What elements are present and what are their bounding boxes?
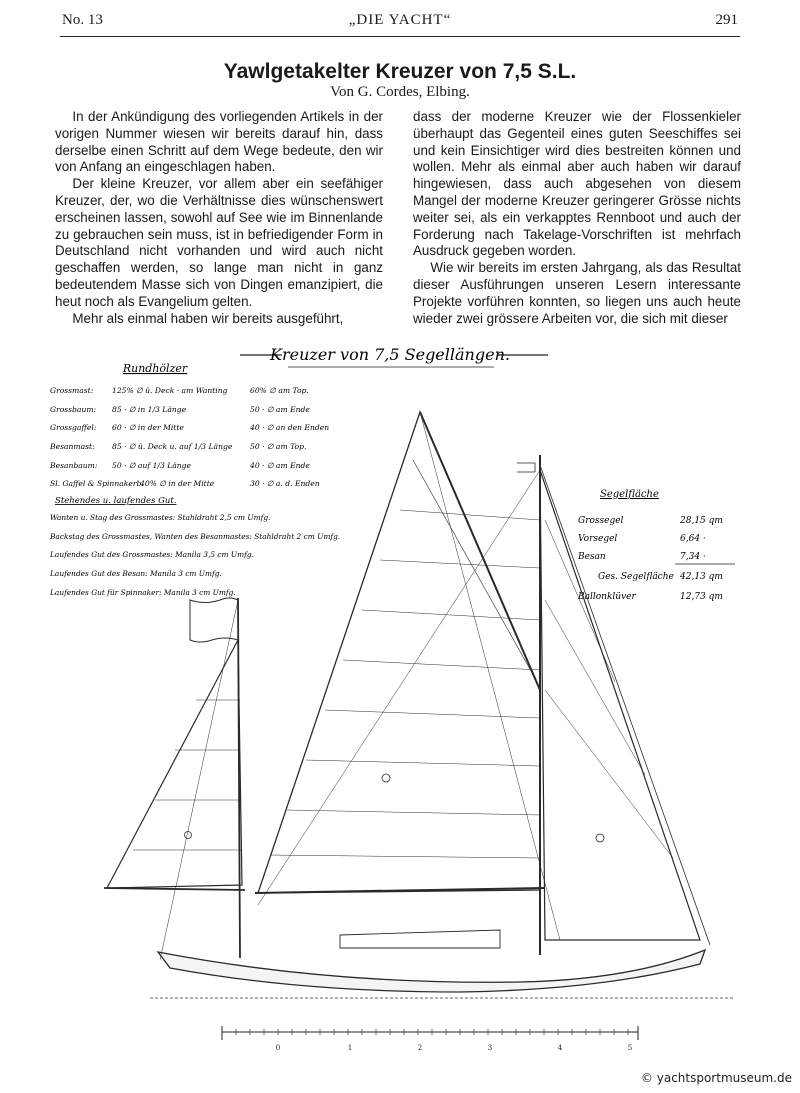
gaff [420,412,540,690]
spars-table [49,386,329,488]
spar-spec: 85 · ∅ in 1/3 Länge [112,405,187,414]
rigging-item: Laufendes Gut für Spinnaker: Manila 3 cm Umfg. [50,588,236,597]
main-flag [517,463,535,472]
spar-name: Besanmast: [50,442,95,451]
spar-name: Besanbaum: [50,461,98,470]
scale-label: 5 [627,1044,633,1052]
spar-spec: 50 · ∅ am Ende [250,405,310,414]
total-label: Ges. Segelfläche [598,572,674,582]
sail-area-table [577,516,735,602]
rigging-item: Backstag des Grossmastes, Wanten des Besanmastes: Stahldraht 2 cm Umfg. [50,532,341,541]
spar-name: Grossmast: [50,386,94,395]
scale-label: 4 [557,1044,563,1052]
sail-value: 7,34 · [680,552,706,562]
paragraph: dass der moderne Kreuzer wie der Flossenkieler überhaupt das Gegenteil eines guten Seeschiffes sei und kein Einsichtiger wird dies bestreiten können und wollen. Mehr als einmal aber auch haben wir darauf hingewiesen, dass auch abgesehen von diesem Mangel der moderne Kreuzer geringerer Grösse nichts weiter sei, als ein verkapptes Rennboot und auch der Forderung nach Takelage-Vorschriften ist mehrfach Ausdruck gegeben worden. [413,109,741,259]
scale-bar [222,1026,638,1040]
spar-spec: 60% ∅ am Top. [250,386,309,395]
spar-name: Grossgaffel: [50,423,97,432]
sail-plan-drawing [0,330,800,1065]
journal-name: „DIE YACHT“ [348,12,452,28]
paragraph: In der Ankündigung des vorliegenden Artikels in der vorigen Nummer wiesen wir bereits darauf hin, dass derselbe einen Schritt auf dem Wege bedeute, den wir von Anfang an eingeschlagen haben. [55,109,383,175]
issue-number: No. 13 [62,12,103,28]
spar-spec: 50 · ∅ am Top. [250,442,307,451]
scale-label: 2 [417,1044,423,1052]
spar-name: Sl. Gaffel & Spinnakerb. [50,479,144,488]
scale-label: 1 [347,1044,353,1052]
spars-heading: Rundhölzer [122,362,188,375]
rigging-item: Wanten u. Stag des Grossmastes: Stahldraht 2,5 cm Umfg. [50,513,271,522]
page-header [62,12,738,34]
spar-spec: 40% ∅ in der Mitte [140,479,215,488]
mizzen-boom [104,888,245,890]
scale-label: 3 [487,1044,493,1052]
rigging-item: Laufendes Gut des Grossmastes: Manila 3,5 cm Umfg. [50,550,254,559]
paragraph: Mehr als einmal haben wir bereits ausgeführt, [72,310,344,326]
page-number: 291 [715,12,738,28]
spar-spec: 125% ∅ ü. Deck · am Wanting [112,386,228,395]
header-rule [60,36,740,37]
cabin-house [340,930,500,948]
sail-value: 6,64 · [680,534,706,544]
rigging-table [49,513,340,597]
spar-spec: 60 · ∅ in der Mitte [112,423,184,432]
spar-spec: 40 · ∅ an den Enden [250,423,330,432]
sail-name: Grossegel [578,516,624,526]
sail-name: Vorsegel [578,534,618,544]
spar-spec: 85 · ∅ ü. Deck u. auf 1/3 Länge [112,442,233,451]
rigging-heading: Stehendes u. laufendes Gut. [55,496,177,506]
scale-labels [276,1044,632,1052]
mizzen-flag [190,598,238,642]
mizzen-sail [107,640,242,888]
mizzen-stay [160,600,238,960]
sail-eye [596,834,604,842]
balloon-label: Ballonklüver [578,592,636,602]
drawing-title: Kreuzer von 7,5 Segellängen. [270,345,510,364]
article-byline: Von G. Cordes, Elbing. [330,84,470,100]
paragraph: Der kleine Kreuzer, vor allem aber ein seefähiger Kreuzer, der, wo die Verhältnisse dies wünschenswert erscheinen lassen, sowohl auf See wie im Binnenlande zu gebrauchen sein muss, ist in befriedigender Form in Deutschland nicht vorhanden und wird auch nicht geschaffen werden, so lange man nicht in ganz bedeutendem Masse sich von Dingen emanzipiert, die heut noch als Evangelium gelten. [55,176,383,309]
sail-eye [382,774,390,782]
text-column-right [413,109,741,327]
paragraph: Wie wir bereits im ersten Jahrgang, als das Resultat dieser Ausführungen unseren Lesern interessante Projekte vorführen konnten, so liegen uns auch heute wieder zwei grössere Arbeiten vor, die sich mit dieser [413,260,741,326]
spar-spec: 50 · ∅ auf 1/3 Länge [112,461,192,470]
article-title: Yawlgetakelter Kreuzer von 7,5 S.L. [223,60,577,83]
watermark: © yachtsportmuseum.de [640,1071,792,1085]
balloon-value: 12,73 qm [680,592,723,602]
rigging-item: Laufendes Gut des Besan: Manila 3 cm Umfg. [50,569,222,578]
headsail [540,470,700,940]
sail-value: 28,15 qm [680,516,723,526]
spar-spec: 40 · ∅ am Ende [250,461,310,470]
sail-area-heading: Segelfläche [600,489,659,500]
sail-name: Besan [578,552,606,562]
sail-eye [185,832,192,839]
scale-label: 0 [275,1044,281,1052]
spar-name: Grossbaum: [50,405,97,414]
text-column-left [55,109,383,327]
spar-spec: 30 · ∅ a. d. Enden [250,479,320,488]
total-value: 42,13 qm [680,572,723,582]
